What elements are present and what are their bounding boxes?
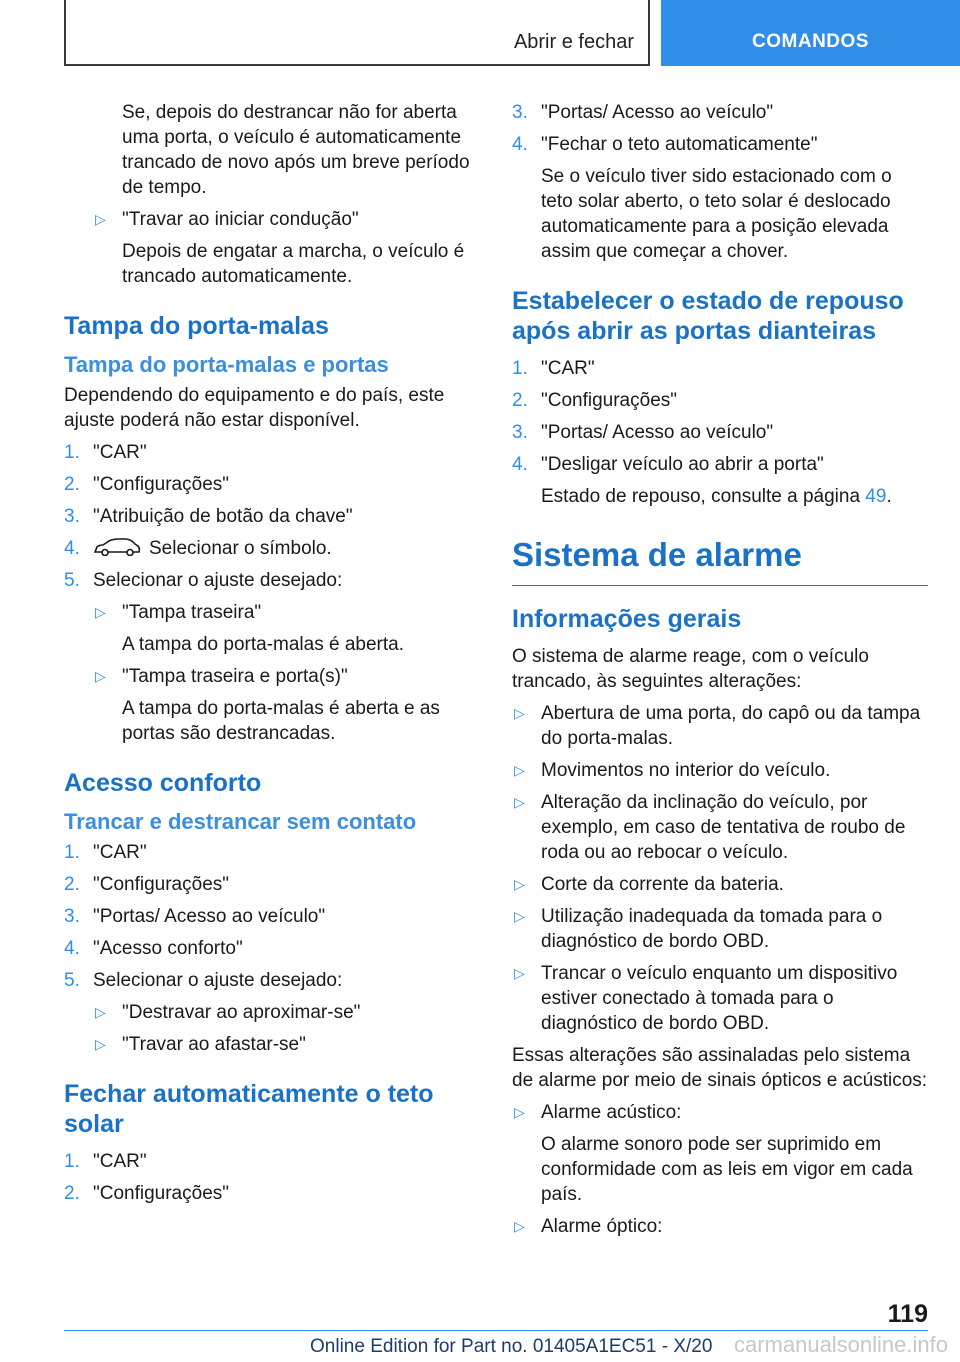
repouso-steps	[512, 356, 928, 477]
list-item: 4. "Desligar veículo ao abrir a porta"	[512, 454, 824, 475]
tampa-sub-bullet-1: ▷ "Tampa traseira"	[95, 602, 262, 623]
heading-fechar: Fechar automaticamente o teto solar	[64, 1080, 434, 1138]
list-item: 4. "Acesso conforto"	[64, 938, 243, 959]
list-item: 2. "Configurações"	[64, 874, 230, 895]
list-item: 3. "Portas/ Acesso ao veículo"	[512, 422, 774, 443]
repouso-continuation: Estado de repouso, consulte a página 49.	[541, 486, 892, 507]
list-item: ▷ Corte da corrente da bateria.	[514, 874, 784, 895]
list-item: 2. "Configurações"	[64, 474, 230, 495]
tampa-sub-2-continuation: A tampa do porta-malas é aberta e as portas são destrancadas.	[122, 698, 440, 744]
intro-bullet-continuation: Depois de engatar a marcha, o veículo é trancado automaticamente.	[122, 241, 465, 287]
heading-tampa-portas: Tampa do porta-malas e portas	[64, 352, 389, 377]
list-item: 4. Selecionar o símbolo.	[64, 538, 332, 559]
alarm-bullet-optical: ▷ Alarme óptico:	[514, 1216, 663, 1237]
alarm-bullet-acoustic: ▷ Alarme acústico:	[514, 1102, 682, 1123]
acesso-steps	[64, 840, 484, 993]
triangle-bullet-icon: ▷	[95, 211, 106, 227]
info-bullets	[512, 701, 928, 1036]
triangle-bullet-icon: ▷	[95, 1004, 106, 1020]
left-column	[64, 100, 484, 1213]
list-item: ▷ Abertura de uma porta, do capô ou da tampa do porta-malas.	[514, 703, 921, 749]
heading-repouso: Estabelecer o estado de repouso após abrir as portas dianteiras	[512, 287, 904, 345]
list-item: ▷ Movimentos no interior do veículo.	[514, 760, 831, 781]
tampa-steps	[64, 440, 484, 593]
list-item: 1. "CAR"	[64, 842, 147, 863]
list-item: 3. "Portas/ Acesso ao veículo"	[64, 906, 326, 927]
list-item: 2. "Configurações"	[512, 390, 678, 411]
list-item: 3. "Atribuição de botão da chave"	[64, 506, 353, 527]
acesso-sub-bullet-1: ▷ "Destravar ao aproximar-se"	[95, 1002, 361, 1023]
list-item: 4. "Fechar o teto automaticamente"	[512, 134, 818, 155]
intro-bullet: ▷ "Travar ao iniciar condução"	[95, 209, 359, 230]
triangle-bullet-icon: ▷	[514, 1218, 525, 1234]
alarm-acoustic-continuation: O alarme sonoro pode ser suprimido em conformidade com as leis em vigor em cada país.	[541, 1134, 913, 1205]
heading-trancar: Trancar e destrancar sem contato	[64, 809, 417, 834]
heading-tampa: Tampa do porta-malas	[64, 312, 329, 340]
list-item: 1. "CAR"	[64, 442, 147, 463]
tampa-sub-bullet-2: ▷ "Tampa traseira e porta(s)"	[95, 666, 348, 687]
page-reference-link[interactable]: 49	[865, 486, 887, 507]
sinais-paragraph: Essas alterações são assinaladas pelo sistema de alarme por meio de sinais ópticos e acústicos:	[512, 1045, 928, 1091]
triangle-bullet-icon: ▷	[514, 705, 525, 721]
car-key-symbol-icon	[93, 538, 141, 556]
header-chapter-tab	[661, 0, 960, 66]
list-item: 1. "CAR"	[64, 1151, 147, 1172]
list-item: ▷ Alteração da inclinação do veículo, por exemplo, em caso de tentativa de roubo de roda ou ao rebocar o veículo.	[514, 792, 906, 863]
triangle-bullet-icon: ▷	[514, 1104, 525, 1120]
list-item: 5. Selecionar o ajuste desejado:	[64, 570, 343, 591]
triangle-bullet-icon: ▷	[95, 1036, 106, 1052]
header-section-tab	[64, 0, 650, 66]
page-number: 119	[887, 1300, 928, 1328]
tampa-sub-1-continuation: A tampa do porta-malas é aberta.	[122, 634, 404, 655]
fechar-steps-continued	[512, 100, 928, 157]
triangle-bullet-icon: ▷	[95, 668, 106, 684]
footer-divider	[64, 1330, 928, 1331]
heading-acesso: Acesso conforto	[64, 769, 262, 797]
header-section-title: Abrir e fechar	[513, 31, 634, 53]
watermark: carmanualsonline.info	[733, 1332, 948, 1357]
header-chapter-title: COMANDOS	[752, 31, 869, 52]
list-item: 2. "Configurações"	[64, 1183, 230, 1204]
acesso-sub-bullet-2: ▷ "Travar ao afastar-se"	[95, 1034, 306, 1055]
list-item: 3. "Portas/ Acesso ao veículo"	[512, 102, 774, 123]
triangle-bullet-icon: ▷	[514, 965, 525, 981]
intro-continuation: Se, depois do destrancar não for aberta uma porta, o veículo é automaticamente trancado de novo após um breve período de tempo.	[122, 102, 470, 198]
triangle-bullet-icon: ▷	[514, 762, 525, 778]
list-item: ▷ Trancar o veículo enquanto um dispositivo estiver conectado à tomada para o diagnóstico de bordo OBD.	[514, 963, 898, 1034]
fechar-steps	[64, 1149, 484, 1206]
heading-alarme: Sistema de alarme	[512, 535, 928, 586]
heading-info: Informações gerais	[512, 605, 742, 633]
footer-edition: Online Edition for Part no. 01405A1EC51 - X/20	[310, 1336, 713, 1357]
tampa-paragraph: Dependendo do equipamento e do país, este ajuste poderá não estar disponível.	[64, 385, 445, 431]
fechar-continuation: Se o veículo tiver sido estacionado com o teto solar aberto, o teto solar é deslocado automaticamente para a posição elevada assim que começar a chover.	[541, 166, 892, 262]
info-paragraph: O sistema de alarme reage, com o veículo trancado, às seguintes alterações:	[512, 646, 869, 692]
list-item: ▷ Utilização inadequada da tomada para o diagnóstico de bordo OBD.	[514, 906, 883, 952]
triangle-bullet-icon: ▷	[95, 604, 106, 620]
triangle-bullet-icon: ▷	[514, 794, 525, 810]
right-column	[512, 100, 928, 1246]
list-item: 5. Selecionar o ajuste desejado:	[64, 970, 343, 991]
triangle-bullet-icon: ▷	[514, 876, 525, 892]
triangle-bullet-icon: ▷	[514, 908, 525, 924]
list-item: 1. "CAR"	[512, 358, 595, 379]
